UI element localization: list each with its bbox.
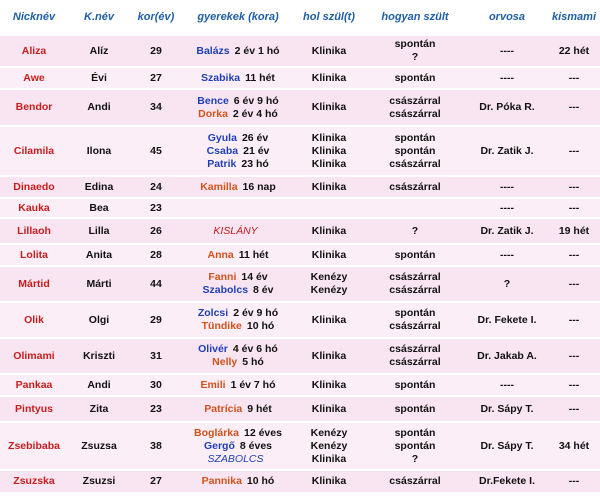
- birth-method-line: császárral: [389, 180, 441, 193]
- table-row: [0, 396, 600, 422]
- nickname-cell: Olimami: [0, 338, 68, 374]
- birth-place-cell: [294, 302, 364, 338]
- child-name: Tündike: [201, 320, 242, 332]
- birth-method-line: császárral: [389, 320, 441, 332]
- birth-place-cell: [294, 396, 364, 422]
- nickname-cell: Aliza: [0, 35, 68, 67]
- child-age: 16 nap: [242, 180, 276, 193]
- birth-method-cell: [364, 396, 466, 422]
- child-name: Gyula: [207, 131, 237, 144]
- birth-method-line: spontán: [394, 38, 436, 50]
- birth-place-cell: [294, 198, 364, 218]
- nickname-cell: Zsuzska: [0, 470, 68, 492]
- birth-method-cell: [364, 338, 466, 374]
- doctor-cell: ----: [466, 374, 548, 396]
- children-cell: [182, 218, 294, 244]
- age-cell: 31: [130, 338, 182, 374]
- children-cell: [182, 422, 294, 470]
- nickname-cell: Mártid: [0, 266, 68, 302]
- first-name-cell: Olgi: [68, 302, 130, 338]
- doctor-cell: Dr. Zatik J.: [466, 126, 548, 176]
- pregnancy-cell: ---: [548, 244, 600, 266]
- doctor-cell: ----: [466, 67, 548, 89]
- birth-method-line: császárral: [389, 271, 441, 283]
- child-line: [183, 225, 293, 238]
- child-age: 14 év: [241, 271, 268, 283]
- birth-method-line: ?: [411, 452, 419, 465]
- children-cell: [182, 302, 294, 338]
- child-name: Pannika: [201, 475, 242, 487]
- table-row: [0, 126, 600, 176]
- pregnancy-cell: ---: [548, 176, 600, 198]
- birth-method-line: spontán: [394, 378, 436, 391]
- child-age: 4 év 6 hó: [232, 343, 278, 355]
- age-cell: 34: [130, 89, 182, 126]
- children-cell: [182, 198, 294, 218]
- birth-place-line: Kenézy: [310, 439, 348, 452]
- first-name-cell: Zsuzsa: [68, 422, 130, 470]
- header-first-name: K.név: [68, 0, 130, 35]
- birth-place-cell: [294, 244, 364, 266]
- birth-place-line: Klinika: [311, 378, 347, 391]
- first-name-cell: Bea: [68, 198, 130, 218]
- child-line: [183, 403, 293, 416]
- child-age: 23 hó: [241, 157, 269, 170]
- pregnancy-cell: ---: [548, 396, 600, 422]
- table-body: [0, 35, 600, 492]
- child-name: Dorka: [198, 107, 228, 120]
- birth-method-line: császárral: [389, 356, 441, 368]
- header-age: kor(év): [130, 0, 182, 35]
- birth-place-cell: [294, 218, 364, 244]
- birth-place-cell: [294, 374, 364, 396]
- birth-place-cell: [294, 422, 364, 470]
- age-cell: 27: [130, 470, 182, 492]
- children-cell: [182, 338, 294, 374]
- pregnancy-cell: 34 hét: [548, 422, 600, 470]
- child-line: [183, 427, 293, 440]
- birth-place-line: Klinika: [311, 144, 347, 157]
- child-name: Olivér: [198, 343, 228, 355]
- child-line: [183, 158, 293, 171]
- child-age: 11 hét: [245, 71, 275, 84]
- child-name: Patrik: [207, 157, 237, 170]
- nickname-cell: Zsebibaba: [0, 422, 68, 470]
- age-cell: 27: [130, 67, 182, 89]
- birth-place-line: Klinika: [311, 452, 347, 465]
- nickname-cell: Lolita: [0, 244, 68, 266]
- doctor-cell: ----: [466, 198, 548, 218]
- age-cell: 38: [130, 422, 182, 470]
- child-name: Anna: [207, 248, 234, 261]
- pregnancy-cell: ---: [548, 89, 600, 126]
- child-line: [183, 249, 293, 262]
- nickname-cell: Awe: [0, 67, 68, 89]
- doctor-cell: Dr. Fekete I.: [466, 302, 548, 338]
- child-line: [183, 307, 293, 320]
- birth-method-cell: [364, 302, 466, 338]
- child-line: [183, 145, 293, 158]
- child-age: 26 év: [241, 131, 269, 144]
- child-age: 10 hó: [246, 320, 275, 332]
- age-cell: 28: [130, 244, 182, 266]
- birth-place-line: Klinika: [311, 131, 347, 144]
- children-cell: [182, 176, 294, 198]
- age-cell: 45: [130, 126, 182, 176]
- table-header: [0, 0, 600, 35]
- first-name-cell: Zsuzsi: [68, 470, 130, 492]
- birth-method-cell: [364, 422, 466, 470]
- child-name: Szabika: [201, 71, 241, 84]
- children-cell: [182, 266, 294, 302]
- pregnancy-cell: ---: [548, 198, 600, 218]
- child-line: [183, 271, 293, 284]
- children-cell: [182, 470, 294, 492]
- birth-place-line: Klinika: [311, 101, 347, 113]
- pregnancy-cell: ---: [548, 302, 600, 338]
- first-name-cell: Alíz: [68, 35, 130, 67]
- nickname-cell: Lillaoh: [0, 218, 68, 244]
- child-line: [183, 72, 293, 85]
- children-cell: [182, 89, 294, 126]
- birth-place-cell: [294, 266, 364, 302]
- birth-place-line: Klinika: [311, 180, 347, 193]
- child-line: [183, 356, 293, 369]
- child-age: 21 év: [243, 144, 270, 157]
- birth-method-cell: [364, 470, 466, 492]
- table-row: [0, 302, 600, 338]
- birth-method-line: császárral: [389, 343, 441, 355]
- first-name-cell: Márti: [68, 266, 130, 302]
- birth-place-line: Klinika: [311, 313, 347, 326]
- child-age: 1 év 7 hó: [230, 378, 276, 391]
- child-name: KISLÁNY: [213, 224, 258, 237]
- child-line: [183, 440, 293, 453]
- child-name: Csaba: [206, 144, 239, 157]
- birth-method-line: ?: [411, 51, 419, 63]
- table-row: [0, 218, 600, 244]
- nickname-cell: Pankaa: [0, 374, 68, 396]
- nickname-cell: Pintyus: [0, 396, 68, 422]
- pregnancy-cell: 19 hét: [548, 218, 600, 244]
- birth-method-cell: [364, 244, 466, 266]
- first-name-cell: Kriszti: [68, 338, 130, 374]
- child-age: 5 hó: [242, 356, 264, 368]
- child-line: [183, 132, 293, 145]
- first-name-cell: Zita: [68, 396, 130, 422]
- table-row: [0, 244, 600, 266]
- birth-method-cell: [364, 67, 466, 89]
- birth-place-line: Klinika: [311, 248, 347, 261]
- first-name-cell: Anita: [68, 244, 130, 266]
- children-cell: [182, 35, 294, 67]
- age-cell: 29: [130, 35, 182, 67]
- child-name: Balázs: [196, 44, 230, 57]
- age-cell: 44: [130, 266, 182, 302]
- pregnancy-cell: ---: [548, 338, 600, 374]
- child-name: SZABOLCS: [207, 452, 264, 465]
- child-name: Patrícia: [204, 402, 243, 415]
- child-age: 2 év 9 hó: [233, 307, 279, 319]
- first-name-cell: Edina: [68, 176, 130, 198]
- birth-place-line: Kenézy: [310, 284, 348, 296]
- nickname-cell: Dinaedo: [0, 176, 68, 198]
- child-line: [183, 453, 293, 466]
- first-name-cell: Andi: [68, 374, 130, 396]
- birth-method-line: spontán: [394, 307, 436, 319]
- child-age: 8 éves: [239, 439, 273, 452]
- birth-place-line: Klinika: [311, 44, 347, 57]
- header-doctor: orvosa: [466, 0, 548, 35]
- birth-method-line: császárral: [389, 157, 441, 170]
- birth-method-cell: [364, 374, 466, 396]
- child-age: 12 éves: [243, 426, 282, 439]
- children-cell: [182, 126, 294, 176]
- child-line: [183, 284, 293, 297]
- birth-method-line: ?: [411, 224, 419, 237]
- doctor-cell: Dr.Fekete I.: [466, 470, 548, 492]
- child-name: Szabolcs: [202, 284, 249, 296]
- child-age: 9 hét: [247, 402, 272, 415]
- pregnancy-cell: ---: [548, 67, 600, 89]
- doctor-cell: Dr. Sápy T.: [466, 396, 548, 422]
- birth-method-line: császárral: [389, 284, 441, 296]
- birth-place-cell: [294, 126, 364, 176]
- doctor-cell: Dr. Sápy T.: [466, 422, 548, 470]
- age-cell: 23: [130, 198, 182, 218]
- birth-method-cell: [364, 218, 466, 244]
- pregnancy-cell: ---: [548, 266, 600, 302]
- table-row: [0, 374, 600, 396]
- children-cell: [182, 374, 294, 396]
- birth-place-line: Klinika: [311, 475, 347, 487]
- header-pregnancy: kismami: [548, 0, 600, 35]
- doctor-cell: ----: [466, 176, 548, 198]
- children-cell: [182, 67, 294, 89]
- birth-place-cell: [294, 470, 364, 492]
- child-name: Bence: [197, 94, 229, 107]
- child-age: 6 év 9 hó: [233, 94, 279, 107]
- child-age: 11 hét: [238, 248, 269, 261]
- birth-method-cell: [364, 35, 466, 67]
- pregnancy-cell: 22 hét: [548, 35, 600, 67]
- table-row: [0, 89, 600, 126]
- doctor-cell: ----: [466, 35, 548, 67]
- child-line: [183, 95, 293, 108]
- birth-method-line: spontán: [394, 144, 436, 157]
- age-cell: 29: [130, 302, 182, 338]
- birth-place-cell: [294, 176, 364, 198]
- doctor-cell: ?: [466, 266, 548, 302]
- child-age: 2 év 1 hó: [234, 44, 280, 57]
- doctor-cell: Dr. Póka R.: [466, 89, 548, 126]
- table-row: [0, 35, 600, 67]
- birth-place-line: Klinika: [311, 71, 347, 84]
- birth-method-line: spontán: [394, 248, 436, 261]
- birth-method-line: császárral: [389, 475, 441, 487]
- header-birth-place: hol szül(t): [294, 0, 364, 35]
- child-line: [183, 108, 293, 121]
- doctor-cell: ----: [466, 244, 548, 266]
- birth-place-cell: [294, 89, 364, 126]
- birth-method-cell: [364, 176, 466, 198]
- header-birth-method: hogyan szült: [364, 0, 466, 35]
- birth-method-line: császárral: [389, 107, 441, 120]
- birth-method-line: spontán: [394, 402, 436, 415]
- birth-method-cell: [364, 89, 466, 126]
- child-age: 10 hó: [246, 475, 275, 487]
- table-row: [0, 470, 600, 492]
- table-row: [0, 176, 600, 198]
- child-name: Kamilla: [200, 180, 238, 193]
- birth-place-line: Klinika: [311, 157, 347, 170]
- child-age: 2 év 4 hó: [232, 107, 278, 120]
- doctor-cell: Dr. Jakab A.: [466, 338, 548, 374]
- first-name-cell: Ilona: [68, 126, 130, 176]
- child-line: [183, 181, 293, 194]
- birth-method-cell: [364, 198, 466, 218]
- birth-place-line: Klinika: [311, 224, 347, 237]
- pregnancy-cell: ---: [548, 470, 600, 492]
- age-cell: 23: [130, 396, 182, 422]
- child-name: Gergő: [203, 439, 235, 452]
- pregnancy-cell: ---: [548, 126, 600, 176]
- birth-method-line: spontán: [394, 439, 436, 452]
- children-cell: [182, 244, 294, 266]
- table-row: [0, 422, 600, 470]
- header-row: [0, 0, 600, 35]
- birth-method-line: spontán: [394, 71, 436, 84]
- children-cell: [182, 396, 294, 422]
- child-line: [183, 343, 293, 356]
- table-row: [0, 266, 600, 302]
- child-line: [183, 475, 293, 488]
- pregnancy-cell: ---: [548, 374, 600, 396]
- first-name-cell: Évi: [68, 67, 130, 89]
- age-cell: 26: [130, 218, 182, 244]
- age-cell: 30: [130, 374, 182, 396]
- header-nickname: Nicknév: [0, 0, 68, 35]
- first-name-cell: Andi: [68, 89, 130, 126]
- child-name: Boglárka: [194, 426, 239, 439]
- doctor-cell: Dr. Zatik J.: [466, 218, 548, 244]
- birth-method-line: császárral: [389, 94, 441, 107]
- birth-method-cell: [364, 126, 466, 176]
- nickname-cell: Cilamila: [0, 126, 68, 176]
- birth-place-line: Klinika: [311, 402, 347, 415]
- nickname-cell: Kauka: [0, 198, 68, 218]
- child-line: [183, 45, 293, 58]
- age-cell: 24: [130, 176, 182, 198]
- child-line: [183, 379, 293, 392]
- birth-place-cell: [294, 35, 364, 67]
- nickname-cell: Olik: [0, 302, 68, 338]
- table-row: [0, 198, 600, 218]
- table-row: [0, 67, 600, 89]
- birth-place-line: Kenézy: [310, 271, 348, 283]
- birth-place-line: Klinika: [311, 349, 347, 362]
- birth-place-cell: [294, 338, 364, 374]
- birth-method-line: spontán: [394, 131, 436, 144]
- table-row: [0, 338, 600, 374]
- child-name: Emili: [200, 378, 226, 391]
- child-name: Nelly: [212, 356, 238, 368]
- first-name-cell: Lilla: [68, 218, 130, 244]
- child-name: Fanni: [208, 271, 237, 283]
- birth-method-cell: [364, 266, 466, 302]
- child-line: [183, 320, 293, 333]
- nickname-cell: Bendor: [0, 89, 68, 126]
- birth-place-cell: [294, 67, 364, 89]
- birth-place-line: Kenézy: [310, 426, 348, 439]
- birth-method-line: spontán: [394, 426, 436, 439]
- child-name: Zolcsi: [197, 307, 229, 319]
- child-age: 8 év: [253, 284, 274, 296]
- header-children: gyerekek (kora): [182, 0, 294, 35]
